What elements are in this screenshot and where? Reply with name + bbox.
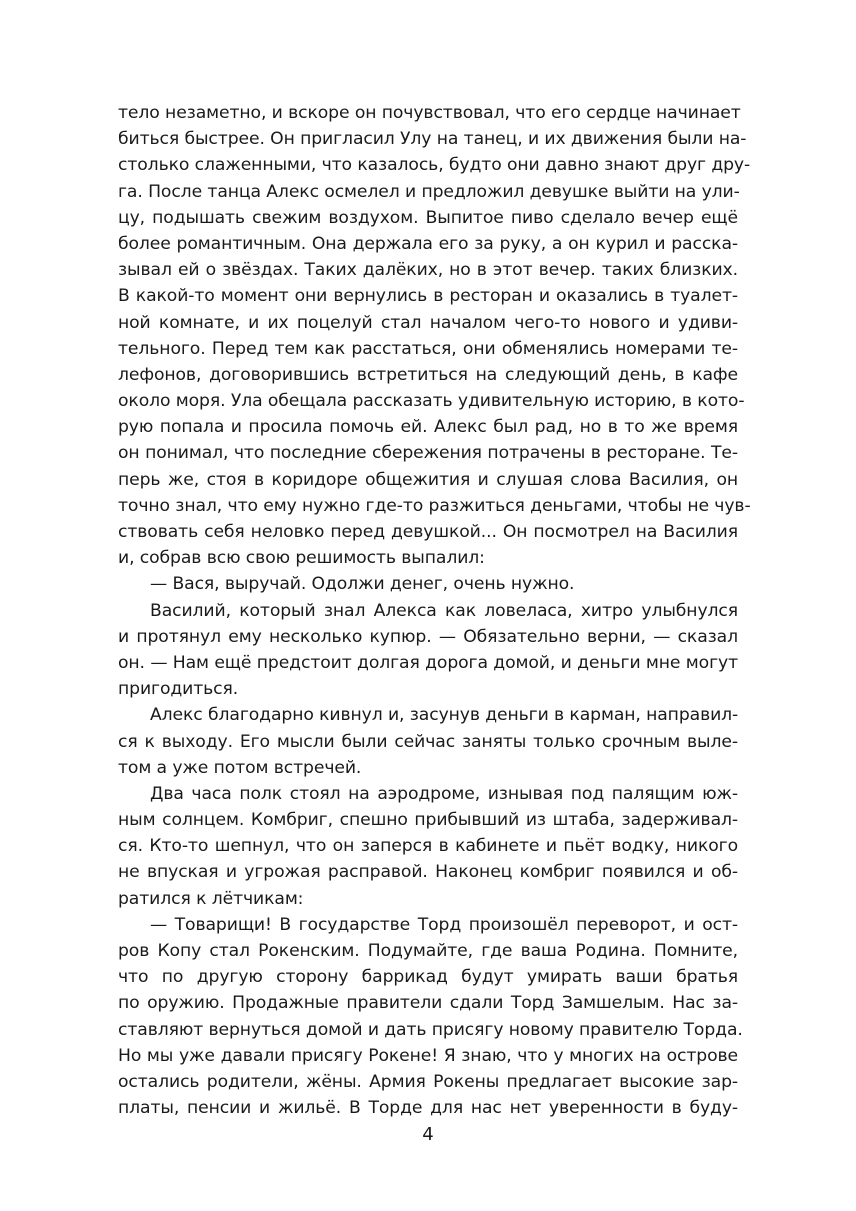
text-line: платы, пенсии и жильё. В Торде для нас нет уверенности в буду- (118, 1098, 738, 1119)
text-line: га. После танца Алекс осмелел и предложил девушке выйти на ули- (118, 181, 740, 202)
text-line: не впуская и угрожая расправой. Наконец комбриг появился и об- (118, 862, 738, 883)
text-line: ся. Кто-то шепнул, что он заперся в кабинете и пьёт водку, никого (118, 836, 738, 857)
text-line: что по другую сторону баррикад будут умирать ваши братья (118, 967, 738, 988)
text-line: Василий, который знал Алекса как ловеласа, хитро улыбнулся (150, 600, 738, 621)
dialogue-line: — Товарищи! В государстве Торд произошёл переворот, и ост- (150, 914, 738, 935)
text-line: Алекс благодарно кивнул и, засунув деньги в карман, направил- (150, 705, 739, 726)
text-line: ным солнцем. Комбриг, спешно прибывший из штаба, задерживал- (118, 810, 738, 831)
text-line: остались родители, жёны. Армия Рокены предлагает высокие зар- (118, 1071, 738, 1092)
text-line: пригодиться. (118, 679, 239, 700)
text-line: более романтичным. Она держала его за руку, а он курил и расска- (118, 233, 738, 254)
text-line: ной комнате, и их поцелуй стал началом чего-то нового и удиви- (118, 312, 738, 333)
text-line: ся к выходу. Его мысли были сейчас заняты только срочным выле- (118, 731, 738, 752)
text-line: перь же, стоя в коридоре общежития и слушая слова Василия, он (118, 469, 738, 490)
text-line: рую попала и просила помочь ей. Алекс был рад, но в то же время (118, 417, 738, 438)
text-line: том а уже потом встречей. (118, 757, 362, 778)
text-line: В какой-то момент они вернулись в ресторан и оказались в туалет- (118, 286, 738, 307)
text-line: зывал ей о звёздах. Таких далёких, но в этот вечер. таких близких. (118, 260, 738, 281)
page-text (118, 100, 751, 1121)
text-line: Но мы уже давали присягу Рокене! Я знаю, что у многих на острове (118, 1045, 738, 1066)
text-line: лефонов, договорившись встретиться на следующий день, в кафе (118, 364, 738, 385)
text-line: ратился к лётчикам: (118, 888, 304, 909)
text-line: столько слаженными, что казалось, будто они давно знают друг дру- (118, 155, 751, 176)
text-line: биться быстрее. Он пригласил Улу на танец, и их движения были на- (118, 129, 747, 150)
text-line: ставляют вернуться домой и дать присягу новому правителю Торда. (118, 1019, 743, 1040)
text-line: около моря. Ула обещала рассказать удивительную историю, в кото- (118, 391, 745, 412)
text-line: он понимал, что последние сбережения потрачены в ресторане. Те- (118, 443, 738, 464)
text-line: тельного. Перед тем как расстаться, они обменялись номерами те- (118, 338, 738, 359)
dialogue-line: — Вася, выручай. Одолжи денег, очень нужно. (150, 574, 575, 595)
page-number: 4 (422, 1124, 434, 1145)
text-line: тело незаметно, и вскоре он почувствовал, что его сердце начинает (118, 103, 741, 123)
text-line: и, собрав всю свою решимость выпалил: (118, 548, 485, 569)
text-line: Два часа полк стоял на аэродроме, изнывая под палящим юж- (150, 783, 738, 804)
text-line: точно знал, что ему нужно где-то разжиться деньгами, чтобы не чув- (118, 495, 751, 516)
text-line: ствовать себя неловко перед девушкой... Он посмотрел на Василия (118, 522, 738, 542)
text-line: он. — Нам ещё предстоит долгая дорога домой, и деньги мне могут (118, 652, 738, 673)
text-line: и протянул ему несколько купюр. — Обязательно верни, — сказал (118, 626, 738, 647)
text-line: ров Копу стал Рокенским. Подумайте, где ваша Родина. Помните, (118, 941, 738, 961)
text-line: по оружию. Продажные правители сдали Торд Замшелым. Нас за- (118, 993, 738, 1014)
text-line: цу, подышать свежим воздухом. Выпитое пиво сделало вечер ещё (118, 207, 738, 228)
